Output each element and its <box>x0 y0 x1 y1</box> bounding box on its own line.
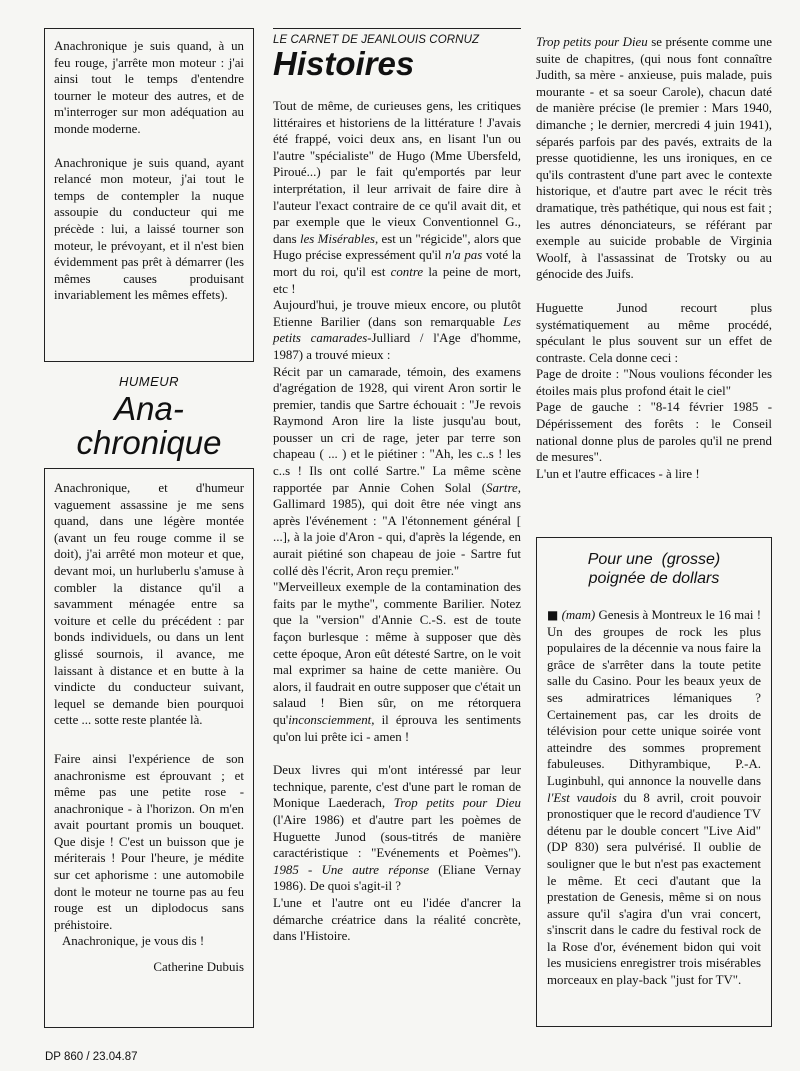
middle-paragraph-4: "Merveilleux exemple de la contamination des faits par le mythe", commente Barilier. Notez que la "version" d'Annie C.-S. est de toute façon burlesque : même à supposer que dès cette époque, Aron eût détesté Sartre, on le voit mal exprimer sa haine de cette manière. Ou alors, il faudrait en outre supposer que c'était un salaud ! Bien sûr, on me rétorquera qu'inconsciemment, il éprouva les sentiments qu'on lui prête ici - amen ! <box>273 580 521 744</box>
left-top-paragraph-2: Anachronique je suis quand, ayant relancé mon moteur, j'ai tout le temps de contempler la nuque assoupie du conducteur qui me précède : lui, a laissé tourner son moteur, le prévoyant, et il n'est bien évidemment pas prêt à démarrer (les mêmes causes produisant invariablement les mêmes effets). <box>54 155 244 303</box>
right-paragraph-4: Page de gauche : "8-14 février 1985 - Dépérissement des forêts : le Conseil national donne plus de paroles qu'il ne prend de mesures". <box>536 400 772 465</box>
left-bottom-paragraph-2: Faire ainsi l'expérience de son anachronisme est éprouvant ; et même pas une petite rose - anachronique - à l'horizon. On m'en avait pourtant promis un bouquet. Que disje ! C'est un buisson que je mériterais ! Pour l'heure, je médite sur cet aphorisme : une automobile dont le moteur ne tourne pas au feu rouge est un diplodocus sans préhistoire. <box>54 751 244 932</box>
right-paragraph-5: L'un et l'autre efficaces - à lire ! <box>536 466 700 481</box>
page-footer: DP 860 / 23.04.87 <box>45 1051 138 1063</box>
dollars-title-line2: poignée de dollars <box>588 570 720 587</box>
carnet-kicker: LE CARNET DE JEANLOUIS CORNUZ <box>273 34 480 46</box>
humeur-kicker: HUMEUR <box>118 374 180 389</box>
middle-paragraph-1: Tout de même, de curieuses gens, les critiques littéraires et historiens de la littérature ! J'avais été frappé, voici deux ans, en lisant l'un ou l'autre "spécialiste" de Hugo (Mme Ubersfeld, Piroué...) par le fait qu'emportés par leur interprétation, il leur arrivait de faire dire à l'auteur l'exact contraire de ce qu'il avait dit, et par exemple que le vieux Conventionnel G., dans les Misérables, est un "régicide", alors que Hugo précise expressément qu'il n'a pas voté la mort du roi, qu'il est contre la peine de mort, etc ! <box>273 99 522 296</box>
dollars-title-line1: Pour une (grosse) <box>587 551 721 568</box>
dollars-paragraph: ■ (mam) Genesis à Montreux le 16 mai ! Un des groupes de rock les plus populaires de la décennie va nous faire la grâce de s'arrêter dans la toute petite salle du Casino. Pour les beaux yeux de ses admiratrices lémaniques ? Certainement pas, car les droits de télévision pour cette unique soirée vont atteindre des sommes proprement fabuleuses. Dithyrambique, P.-A. Luginbuhl, qui annonce la nouvelle dans l'Est vaudois du 8 avril, croit pouvoir pronostiquer que le record d'audience TV détenu par le double concert "Live Aid" (DP 830) sera pulvérisé. Il oublie de souligner que le but n'est pas exactement le même. Et ceci d'autant que la prestation de Genesis, même si on nous assure qu'il s'agira d'un vrai concert, s'inscrit dans le cadre du festival rock de la Rose d'or, événement bidon qui voit les musiciens enregistrer trois misérables morceaux en play-back "just for TV". <box>547 608 761 988</box>
signature: Catherine Dubuis <box>153 960 244 975</box>
middle-paragraph-6: L'une et l'autre ont eu l'idée d'ancrer la démarche créatrice dans la réalité concrète, dans l'Histoire. <box>273 895 521 944</box>
right-column <box>536 34 772 482</box>
histoires-title: Histoires <box>273 45 415 82</box>
bullet-square-icon: ■ <box>547 608 559 622</box>
middle-paragraph-2: Aujourd'hui, je trouve mieux encore, ou plutôt Etienne Barilier (dans son remarquable Les petits camarades-Julliard / l'Age d'homme, 1987) a trouvé mieux : <box>273 298 522 362</box>
left-bottom-paragraph-3: Anachronique, je vous dis ! <box>62 934 205 949</box>
dollars-box <box>536 537 772 1027</box>
humeur-headline <box>44 362 254 468</box>
humeur-title-line1: Ana- <box>114 390 184 427</box>
humeur-title-line2: chronique <box>76 424 222 461</box>
left-top-paragraph-1: Anachronique je suis quand, à un feu rouge, j'arrête mon moteur : j'ai ainsi tout le temps d'entendre tourner le moteur des autres, et de m'interroger sur mon adéquation au monde moderne. <box>54 39 244 136</box>
left-bottom-paragraph-1: Anachronique, et d'humeur vaguement assassine je me sens quand, dans une légère montée (avant un feu rouge comme il se doit), j'ai arrêté mon moteur et que, devant moi, un hurluberlu s'amuse à combler la distance qu'il a savamment ménagée entre sa voiture et celle du précédent : par bonds individuels, ou dans un lent glissé sournois, il avance, me laissant à distance et en butte à la vindicte du conducteur suivant, lequel se demande bien pourquoi cette ... sotte reste plantée là. <box>54 481 244 728</box>
left-bottom-box <box>44 468 254 1028</box>
middle-paragraph-5: Deux livres qui m'ont intéressé par leur technique, parente, c'est d'une part le roman de Monique Laederach, Trop petits pour Dieu (l'Aire 1986) et d'autre part les poèmes de Huguette Junod (sous-titrés de manière caractéristique : "Evénements et Poèmes"). 1985 - Une autre réponse (Eliane Vernay 1986). De quoi s'agit-il ? <box>273 763 522 894</box>
middle-column <box>273 28 521 945</box>
right-paragraph-2: Huguette Junod recourt plus systématiquement au même procédé, spéculant le plus souvent sur un effet de contraste. Cela donne ceci : <box>536 300 772 365</box>
right-paragraph-1: Trop petits pour Dieu se présente comme une suite de chapitres, (qui nous font connaître Judith, sa mère - anxieuse, puis malade, puis mourante - et sa soeur Carole), chacun daté de manière précise (le premier : Mars 1940, dimanche ; le dernier, mercredi 4 juin 1941), séparés parfois par des pavés, extraits de la presse quotidienne, les uns ironiques, en ce qu'ils contrastent d'une part avec le contexte historique, et d'autre part avec le récit très dramatique, très pathétique, qui nous est fait ; les autres dénonciateurs, se référant par exemple au suicide probable de Virginia Woolf, à l'assassinat de Trotsky ou au génocide des Juifs. <box>536 35 772 282</box>
left-top-box <box>44 28 254 362</box>
middle-paragraph-3: Récit par un camarade, témoin, des examens d'agrégation de 1928, qui virent Aron sortir le premier, tandis que Sartre échouait : "Je revois Raymond Aron lire la liste jusqu'au bout, pousser un cri de rage, jeter par terre son chapeau ( ... ) et le piétiner : "Ah, les c..s ! les c..s ! Ils ont collé Sartre." La même scène rapportée par Annie Cohen Solal (Sartre, Gallimard 1985), qui doit être née vingt ans après l'événement : "A l'étonnement général [ ...], à la joie d'Aron - qui, d'après la légende, en aurait piétiné son chapeau de joie - Sartre fut collé dès l'écrit, Aron reçu premier." <box>273 364 521 578</box>
right-paragraph-3: Page de droite : "Nous voulions féconder les étoiles mais plus profond était le ciel" <box>536 367 772 398</box>
